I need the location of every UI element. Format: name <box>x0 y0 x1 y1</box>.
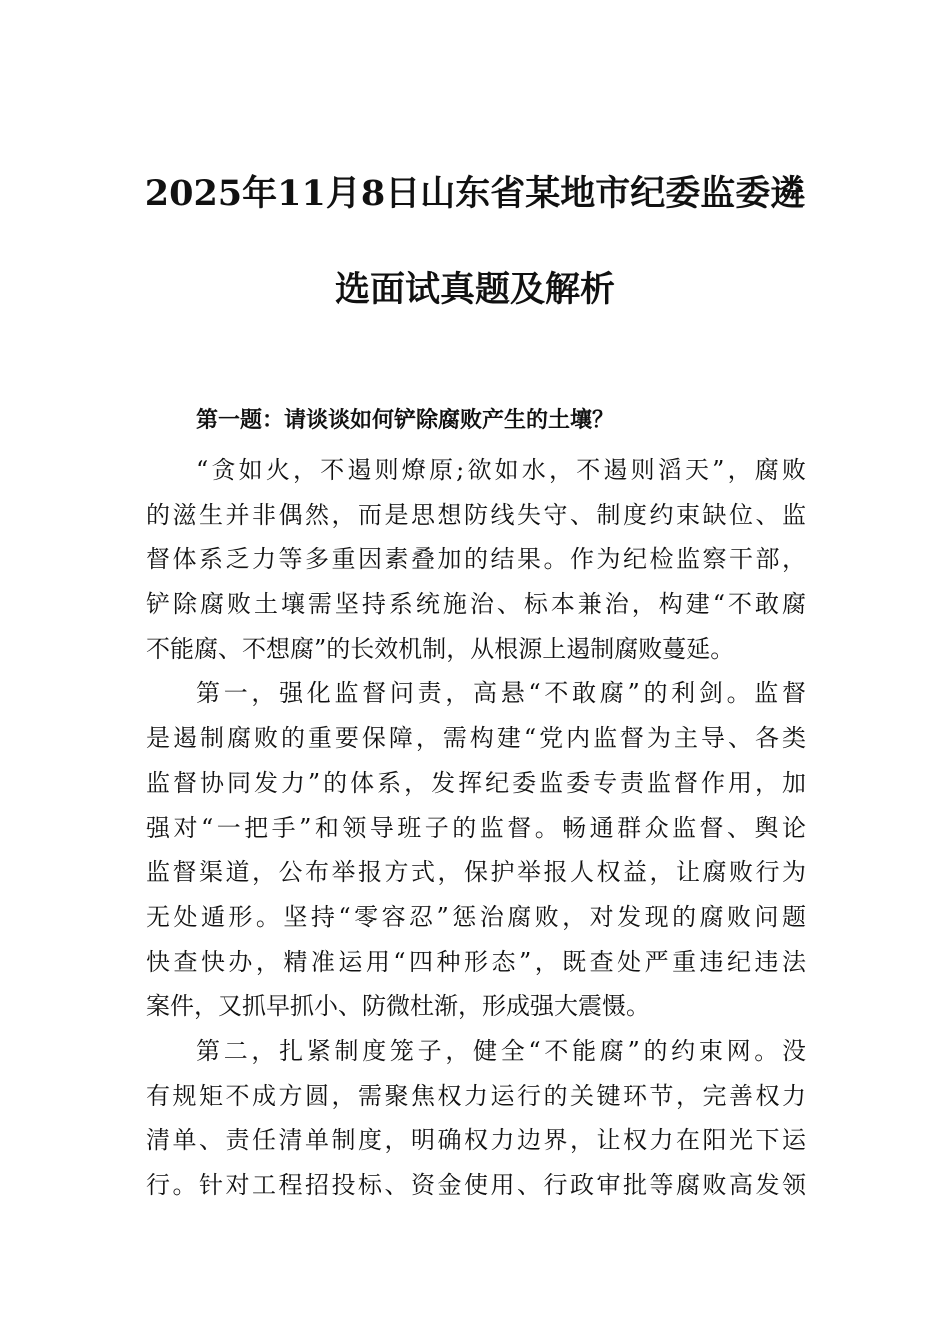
question-heading: 第一题：请谈谈如何铲除腐败产生的土壤？ <box>196 408 615 433</box>
document-title-line-2: 选面试真题及解析 <box>334 269 615 310</box>
body-line: 案件，又抓早抓小、防微杜渐，形成强大震慑。 <box>146 992 650 1021</box>
body-line: 监督协同发力”的体系，发挥纪委监委专责监督作用，加 <box>146 768 806 797</box>
body-line: 的滋生并非偶然，而是思想防线失守、制度约束缺位、监 <box>146 500 806 529</box>
document-title-line-1: 2025年11月8日山东省某地市纪委监委遴 <box>144 173 806 214</box>
body-line: 清单、责任清单制度，明确权力边界，让权力在阳光下运 <box>146 1126 806 1155</box>
body-line: 强对“一把手”和领导班子的监督。畅通群众监督、舆论 <box>146 813 806 842</box>
body-line: 不能腐、不想腐”的长效机制，从根源上遏制腐败蔓延。 <box>146 634 735 663</box>
body-line: 督体系乏力等多重因素叠加的结果。作为纪检监察干部， <box>146 545 806 574</box>
body-line: 无处遁形。坚持“零容忍”惩治腐败，对发现的腐败问题 <box>146 902 806 931</box>
body-line: “贪如火，不遏则燎原;欲如水，不遏则滔天”，腐败 <box>196 456 806 484</box>
body-line: 第一，强化监督问责，高悬“不敢腐”的利剑。监督 <box>196 679 806 708</box>
body-line: 第二，扎紧制度笼子，健全“不能腐”的约束网。没 <box>196 1036 806 1065</box>
body-line: 快查快办，精准运用“四种形态”，既查处严重违纪违法 <box>146 947 806 976</box>
body-line: 铲除腐败土壤需坚持系统施治、标本兼治，构建“不敢腐 <box>146 590 806 619</box>
body-line: 是遏制腐败的重要保障，需构建“党内监督为主导、各类 <box>146 724 806 753</box>
body-line: 监督渠道，公布举报方式，保护举报人权益，让腐败行为 <box>146 858 806 887</box>
body-line: 有规矩不成方圆，需聚焦权力运行的关键环节，完善权力 <box>146 1081 806 1110</box>
answer-body <box>146 448 806 1208</box>
body-line: 行。针对工程招投标、资金使用、行政审批等腐败高发领 <box>146 1171 806 1199</box>
